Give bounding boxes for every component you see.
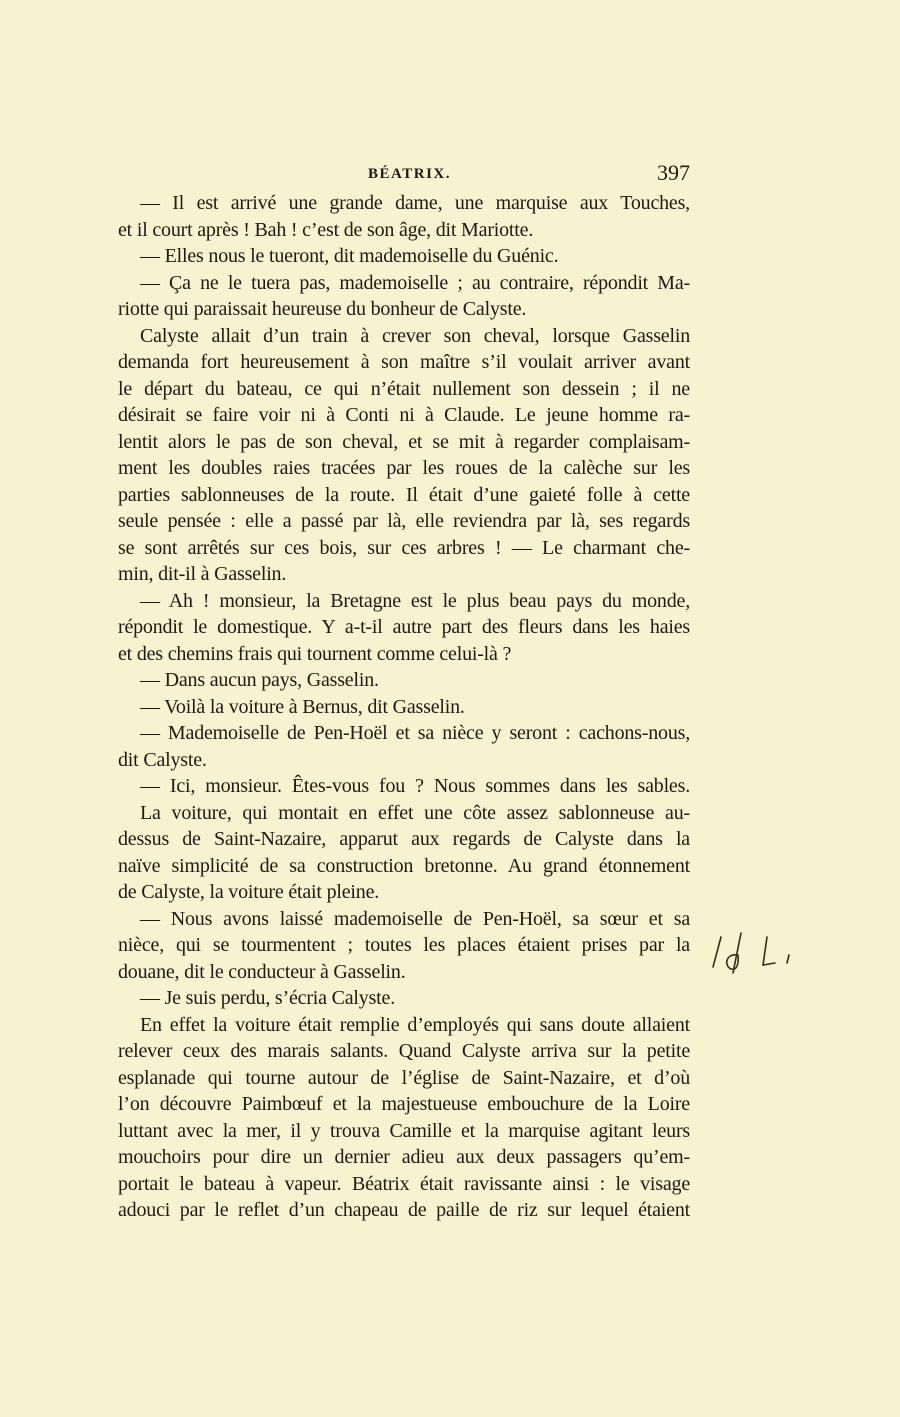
text-line: En effet la voiture était remplie d’employés qui sans doute allaient	[140, 1013, 690, 1036]
text-line: et il court après ! Bah ! c’est de son âge, dit Mariotte.	[118, 218, 534, 241]
text-line: La voiture, qui montait en effet une côte assez sablonneuse au-	[140, 801, 690, 824]
text-line: — Dans aucun pays, Gasselin.	[140, 669, 379, 691]
text-line: naïve simplicité de sa construction bretonne. Au grand étonnement	[118, 854, 690, 877]
text-line: nièce, qui se tourmentent ; toutes les places étaient prises par la	[118, 934, 690, 956]
text-line: demanda fort heureusement à son maître s’il voulait arriver avant	[118, 351, 690, 373]
text-line: riotte qui paraissait heureuse du bonheur de Calyste.	[118, 298, 527, 320]
text-line: — Je suis perdu, s’écria Calyste.	[140, 987, 396, 1009]
text-line: dessus de Saint-Nazaire, apparut aux regards de Calyste dans la	[118, 828, 690, 850]
text-line: esplanade qui tourne autour de l’église de Saint-Nazaire, et d’où	[118, 1066, 690, 1089]
text-line: — Elles nous le tueront, dit mademoiselle du Guénic.	[140, 245, 559, 267]
body-text	[118, 190, 690, 1224]
text-line: parties sablonneuses de la route. Il était d’une gaieté folle à cette	[118, 483, 690, 506]
text-line: — Mademoiselle de Pen-Hoël et sa nièce y seront : cachons-nous,	[140, 722, 690, 744]
text-line: — Nous avons laissé mademoiselle de Pen-Hoël, sa sœur et sa	[140, 907, 690, 930]
text-line: douane, dit le conducteur à Gasselin.	[118, 960, 406, 983]
text-line: adouci par le reflet d’un chapeau de paille de riz sur lequel étaient	[118, 1199, 690, 1221]
text-line: seule pensée : elle a passé par là, elle reviendra par là, ses regards	[118, 510, 690, 532]
text-line: l’on découvre Paimbœuf et la majestueuse embouchure de la Loire	[118, 1093, 690, 1115]
text-line: — Voilà la voiture à Bernus, dit Gasselin.	[140, 695, 465, 718]
text-line: lentit alors le pas de son cheval, et se mit à regarder complaisam-	[118, 430, 690, 453]
text-line: de Calyste, la voiture était pleine.	[118, 881, 380, 903]
text-line: le départ du bateau, ce qui n’était nullement son dessein ; il ne	[118, 377, 690, 400]
text-line: désirait se faire voir ni à Conti ni à Claude. Le jeune homme ra-	[118, 404, 690, 426]
text-line: relever ceux des marais salants. Quand Calyste arriva sur la petite	[118, 1040, 690, 1062]
text-line: luttant avec la mer, il y trouva Camille et la marquise agitant leurs	[118, 1119, 690, 1142]
handwritten-margin-note	[705, 925, 815, 995]
text-line: et des chemins frais qui tournent comme celui-là ?	[118, 642, 512, 665]
text-line: dit Calyste.	[118, 748, 207, 771]
page-number: 397	[657, 160, 690, 185]
text-line: ment les doubles raies tracées par les roues de la calèche sur les	[118, 457, 690, 479]
text-line: répondit le domestique. Y a-t-il autre part des fleurs dans les haies	[118, 616, 690, 638]
running-title: BÉATRIX.	[368, 166, 451, 182]
text-line: se sont arrêtés sur ces bois, sur ces arbres ! — Le charmant che-	[118, 536, 690, 559]
text-line: — Ça ne le tuera pas, mademoiselle ; au contraire, répondit Ma-	[140, 271, 690, 294]
text-line: mouchoirs pour dire un dernier adieu aux deux passagers qu’em-	[118, 1146, 690, 1168]
text-line: — Il est arrivé une grande dame, une marquise aux Touches,	[140, 192, 690, 214]
page-header	[118, 160, 690, 190]
text-line: portait le bateau à vapeur. Béatrix était ravissante ainsi : le visage	[118, 1172, 690, 1195]
text-line: min, dit-il à Gasselin.	[118, 563, 287, 585]
text-line: Calyste allait d’un train à crever son cheval, lorsque Gasselin	[140, 324, 690, 347]
text-line: — Ah ! monsieur, la Bretagne est le plus beau pays du monde,	[140, 589, 690, 612]
text-line: — Ici, monsieur. Êtes-vous fou ? Nous sommes dans les sables.	[140, 775, 690, 797]
